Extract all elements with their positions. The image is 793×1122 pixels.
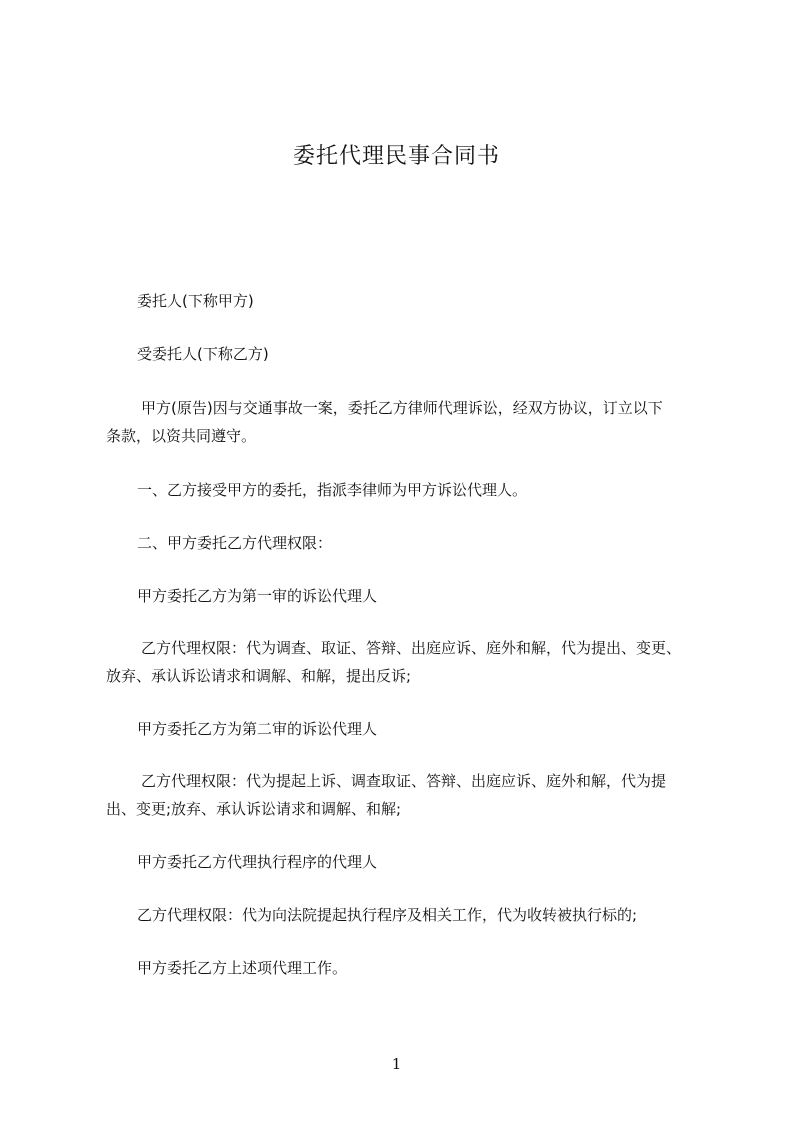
paragraph-line: 乙方代理权限：代为调查、取证、答辩、出庭应诉、庭外和解，代为提出、变更、	[141, 639, 682, 657]
paragraph-agent	[106, 340, 711, 368]
paragraph-line: 出、变更;放弃、承认诉讼请求和调解、和解;	[106, 800, 402, 818]
closing-paragraph	[106, 954, 711, 982]
first-instance-heading	[106, 582, 711, 610]
paragraph-line: 放弃、承认诉讼请求和调解、和解，提出反诉;	[106, 667, 412, 685]
paragraph-line: 条款，以资共同遵守。	[106, 427, 257, 445]
second-instance-heading	[106, 715, 711, 743]
paragraph-line: 一、乙方接受甲方的委托，指派李律师为甲方诉讼代理人。	[137, 481, 528, 499]
paragraph-line: 受委托人(下称乙方)	[137, 345, 269, 363]
execution-authority	[106, 901, 711, 929]
paragraph-line: 甲方委托乙方为第一审的诉讼代理人	[137, 587, 378, 605]
execution-heading	[106, 848, 711, 876]
paragraph-preamble	[106, 394, 711, 450]
paragraph-line: 乙方代理权限：代为提起上诉、调查取证、答辩、出庭应诉、庭外和解，代为提	[141, 772, 667, 790]
document-title: 委托代理民事合同书	[292, 144, 500, 169]
paragraph-line: 乙方代理权限：代为向法院提起执行程序及相关工作，代为收转被执行标的;	[137, 906, 638, 924]
paragraph-line: 二、甲方委托乙方代理权限：	[137, 534, 333, 552]
paragraph-line: 甲方委托乙方代理执行程序的代理人	[137, 853, 378, 871]
page-number: 1	[391, 1055, 402, 1073]
paragraph-line: 委托人(下称甲方)	[137, 292, 254, 310]
paragraph-line: 甲方委托乙方上述项代理工作。	[137, 959, 348, 977]
paragraph-line: 甲方(原告)因与交通事故一案，委托乙方律师代理诉讼，经双方协议，订立以下	[141, 399, 663, 417]
paragraph-line: 甲方委托乙方为第二审的诉讼代理人	[137, 720, 378, 738]
second-instance-authority	[106, 767, 711, 823]
paragraph-principal	[106, 287, 711, 315]
first-instance-authority	[106, 634, 711, 690]
clause-one	[106, 476, 711, 504]
clause-two	[106, 529, 711, 557]
